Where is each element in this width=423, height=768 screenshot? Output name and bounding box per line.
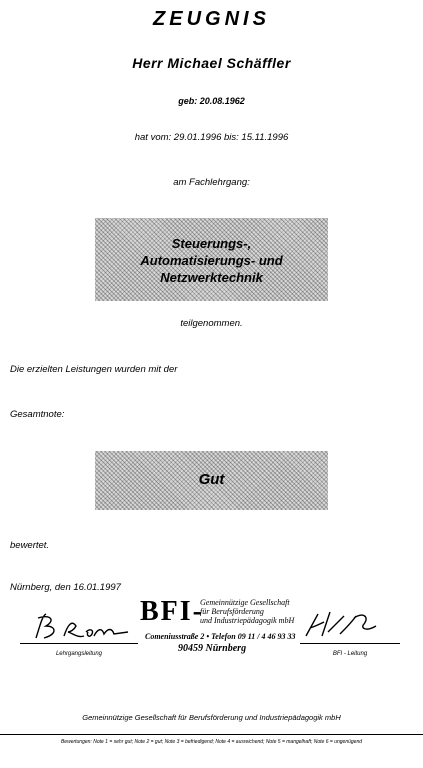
bfi-logo: BFI- <box>140 596 204 627</box>
stamp-org-line: Gemeinnützige Gesellschaft <box>200 598 290 607</box>
course-label: am Fachlehrgang: <box>173 177 250 188</box>
course-period: hat vom: 29.01.1996 bis: 15.11.1996 <box>134 132 289 143</box>
birth-date: geb: 20.08.1962 <box>178 96 245 106</box>
stamp-org-line: für Berufsförderung <box>200 607 264 616</box>
grade-value: Gut <box>198 471 225 488</box>
footer-organization: Gemeinnützige Gesellschaft für Berufsförderung und Industriepädagogik mbH <box>82 713 341 722</box>
footer-divider <box>0 734 423 735</box>
right-signature <box>300 606 390 642</box>
recipient-name: Herr Michael Schäffler <box>132 55 291 71</box>
participated-text: teilgenommen. <box>180 318 243 329</box>
left-signature-caption: Lehrgangsleitung <box>55 651 103 657</box>
overall-grade-label: Gesamtnote: <box>10 409 65 420</box>
left-signature-line <box>20 643 138 644</box>
right-signature-caption: BFI - Leitung <box>332 651 368 657</box>
course-box <box>95 218 328 301</box>
course-line: Netzwerktechnik <box>160 270 263 285</box>
document-title: ZEUGNIS <box>153 8 270 30</box>
course-line: Steuerungs-, <box>171 236 252 251</box>
results-text: Die erzielten Leistungen wurden mit der <box>10 364 178 375</box>
grading-scale: Bewertungen: Note 1 = sehr gut; Note 2 = gut; Note 3 = befriedigend; Note 4 = ausreichend; Note 5 = mangelhaft; Note 6 = ungenügend <box>60 739 363 745</box>
stamp-org-line: und Industriepädagogik mbH <box>200 616 295 625</box>
stamp-address: Comeniusstraße 2 • Telefon 09 11 / 4 46 93 33 <box>145 632 296 641</box>
rated-text: bewertet. <box>10 540 50 551</box>
left-signature <box>28 610 138 644</box>
right-signature-line <box>300 643 400 644</box>
grade-box <box>95 451 328 510</box>
course-line: Automatisierungs- und <box>140 253 283 268</box>
stamp-city: 90459 Nürnberg <box>178 643 247 654</box>
stamp-organization <box>200 598 294 625</box>
place-date: Nürnberg, den 16.01.1997 <box>10 582 121 593</box>
